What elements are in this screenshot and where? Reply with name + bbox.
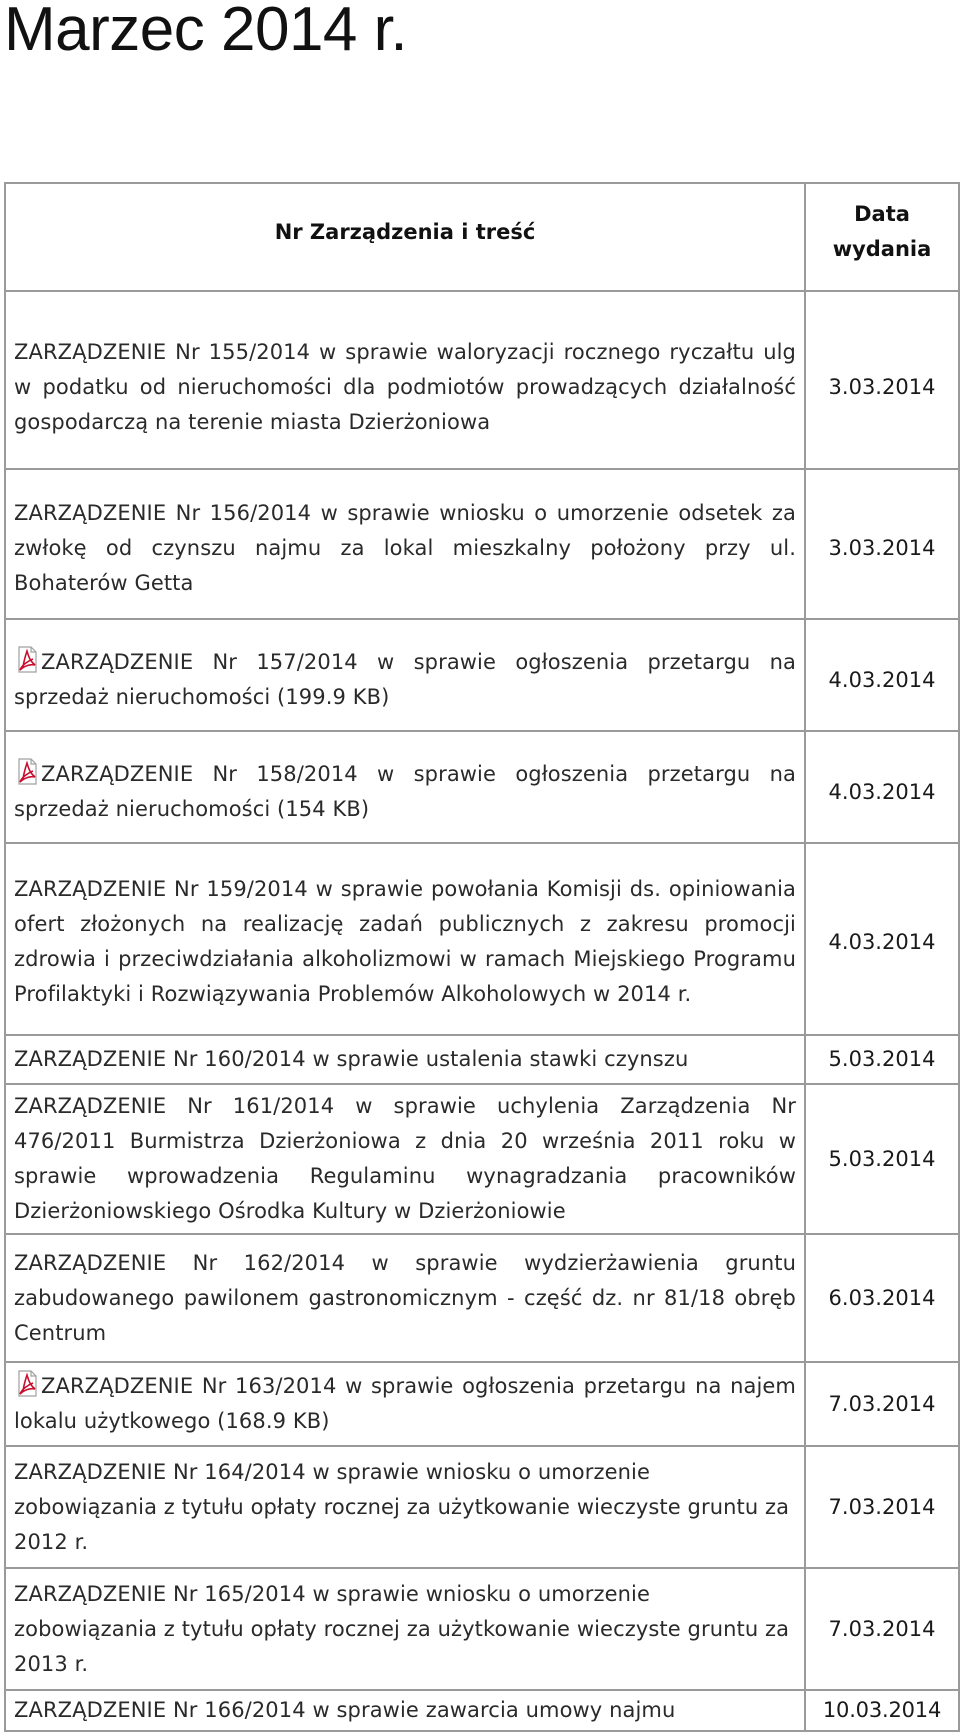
decree-date: 5.03.2014 xyxy=(805,1035,959,1084)
decree-text: ZARZĄDZENIE Nr 164/2014 w sprawie wniosku o umorzenie zobowiązania z tytułu opłaty rocznej za użytkowanie wieczyste gruntu za 2012 r. xyxy=(5,1446,805,1568)
decree-text: ZARZĄDZENIE Nr 159/2014 w sprawie powołania Komisji ds. opiniowania ofert złożonych na realizację zadań publicznych z zakresu promocji zdrowia i przeciwdziałania alkoholizmowi w ramach Miejskiego Programu Profilaktyki i Rozwiązywania Problemów Alkoholowych w 2014 r. xyxy=(5,843,805,1035)
decree-date: 3.03.2014 xyxy=(805,291,959,469)
header-date: Data wydania xyxy=(805,183,959,291)
table-row xyxy=(5,291,959,469)
decree-text: ZARZĄDZENIE Nr 155/2014 w sprawie waloryzacji rocznego ryczałtu ulg w podatku od nieruchomości dla podmiotów prowadzących działalność gospodarczą na terenie miasta Dzierżoniowa xyxy=(5,291,805,469)
table-row xyxy=(5,1568,959,1690)
decree-text: ZARZĄDZENIE Nr 161/2014 w sprawie uchylenia Zarządzenia Nr 476/2011 Burmistrza Dzierżoniowa z dnia 20 września 2011 roku w sprawie wprowadzenia Regulaminu wynagradzania pracowników Dzierżoniowskiego Ośrodka Kultury w Dzierżoniowie xyxy=(5,1084,805,1234)
table-row xyxy=(5,1234,959,1362)
header-content: Nr Zarządzenia i treść xyxy=(5,183,805,291)
table-row xyxy=(5,1690,959,1731)
table-row xyxy=(5,469,959,619)
decree-link-cell[interactable] xyxy=(5,619,805,731)
pdf-icon[interactable] xyxy=(14,1369,40,1399)
decree-date: 10.03.2014 xyxy=(805,1690,959,1731)
decree-text: ZARZĄDZENIE Nr 162/2014 w sprawie wydzierżawienia gruntu zabudowanego pawilonem gastronomicznym - część dz. nr 81/18 obręb Centrum xyxy=(5,1234,805,1362)
decree-text: ZARZĄDZENIE Nr 166/2014 w sprawie zawarcia umowy najmu xyxy=(5,1690,805,1731)
table-row xyxy=(5,619,959,731)
decree-link-cell[interactable] xyxy=(5,1362,805,1446)
decree-link-text[interactable]: ZARZĄDZENIE Nr 157/2014 w sprawie ogłoszenia przetargu na sprzedaż nieruchomości (199.9 KB) xyxy=(14,650,796,709)
table-row xyxy=(5,1446,959,1568)
decree-date: 4.03.2014 xyxy=(805,619,959,731)
decree-date: 4.03.2014 xyxy=(805,731,959,843)
decree-date: 7.03.2014 xyxy=(805,1446,959,1568)
table-row xyxy=(5,1035,959,1084)
table-row xyxy=(5,843,959,1035)
decree-date: 5.03.2014 xyxy=(805,1084,959,1234)
table-header-row xyxy=(5,183,959,291)
pdf-icon[interactable] xyxy=(14,757,40,787)
decree-date: 6.03.2014 xyxy=(805,1234,959,1362)
table-row xyxy=(5,1084,959,1234)
decree-date: 7.03.2014 xyxy=(805,1568,959,1690)
pdf-icon[interactable] xyxy=(14,645,40,675)
decree-text: ZARZĄDZENIE Nr 160/2014 w sprawie ustalenia stawki czynszu xyxy=(5,1035,805,1084)
decree-link-text[interactable]: ZARZĄDZENIE Nr 163/2014 w sprawie ogłoszenia przetargu na najem lokalu użytkowego (168.9 KB) xyxy=(14,1374,796,1433)
table-row xyxy=(5,1362,959,1446)
page-title: Marzec 2014 r. xyxy=(4,0,408,64)
decree-date: 3.03.2014 xyxy=(805,469,959,619)
decree-link-text[interactable]: ZARZĄDZENIE Nr 158/2014 w sprawie ogłoszenia przetargu na sprzedaż nieruchomości (154 KB) xyxy=(14,762,796,821)
decree-text: ZARZĄDZENIE Nr 165/2014 w sprawie wniosku o umorzenie zobowiązania z tytułu opłaty rocznej za użytkowanie wieczyste gruntu za 2013 r. xyxy=(5,1568,805,1690)
decree-date: 7.03.2014 xyxy=(805,1362,959,1446)
decree-link-cell[interactable] xyxy=(5,731,805,843)
decree-date: 4.03.2014 xyxy=(805,843,959,1035)
decrees-table xyxy=(4,182,960,1732)
decree-text: ZARZĄDZENIE Nr 156/2014 w sprawie wniosku o umorzenie odsetek za zwłokę od czynszu najmu za lokal mieszkalny położony przy ul. Bohaterów Getta xyxy=(5,469,805,619)
table-row xyxy=(5,731,959,843)
